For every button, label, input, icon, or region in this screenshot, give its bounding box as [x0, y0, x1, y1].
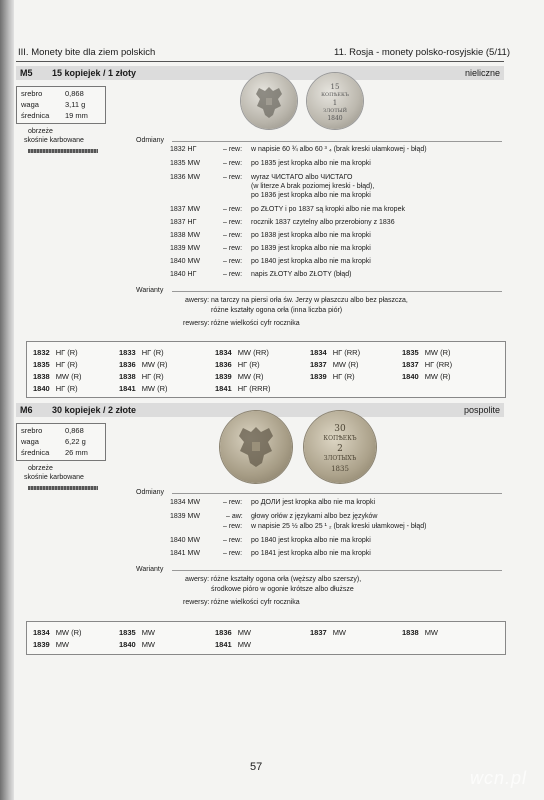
table-cell: 1840 НГ (R)	[33, 384, 78, 393]
m5-odmiany-rule	[172, 141, 502, 142]
table-cell: 1839 НГ (R)	[310, 372, 355, 381]
m6-title: 30 kopiejek / 2 złote	[52, 405, 137, 415]
table-cell: 1837 MW	[310, 628, 347, 637]
table-cell: 1837 НГ (RR)	[402, 360, 453, 369]
variant-text: po ДОЛИ jest kropka albo nie ma kropki	[251, 499, 376, 506]
variant-year: 1839 MW	[170, 513, 200, 520]
variant-kind: – rew:	[223, 160, 243, 167]
watermark: wcn.pl	[470, 768, 528, 788]
coin-text: 1840	[327, 115, 343, 122]
table-cell: 1841 НГ (RRR)	[215, 384, 271, 393]
table-cell: 1841 MW	[215, 640, 252, 649]
variant-kind: – rew:	[223, 258, 243, 265]
variant-kind: – rew:	[223, 245, 243, 252]
table-cell: 1832 НГ (R)	[33, 348, 78, 357]
variant-year: 1837 MW	[170, 206, 200, 213]
variant-text: napis ZŁOTY albo ZŁOTY (błąd)	[251, 271, 352, 278]
coin-text: ЗЛОТЫЙ	[322, 108, 347, 114]
variant-year: 1832 НГ	[170, 146, 197, 153]
m5-rarity: nieliczne	[464, 68, 500, 78]
coin-text: 30	[334, 424, 346, 434]
table-cell: 1837 MW (R)	[310, 360, 359, 369]
table-cell: 1834 НГ (RR)	[310, 348, 361, 357]
table-cell: 1841 MW (R)	[119, 384, 168, 393]
m5-spec-box	[16, 86, 106, 124]
warianty-text: na tarczy na piersi orła św. Jerzy w płaszczu albo bez płaszcza,	[211, 297, 408, 304]
m6-obverse-coin-image	[220, 411, 292, 483]
variant-year: 1835 MW	[170, 160, 200, 167]
warianty-key: awersy:	[185, 297, 210, 304]
variant-year: 1839 MW	[170, 245, 200, 252]
m6-warianty-rule	[172, 570, 502, 571]
table-cell: 1835 НГ (R)	[33, 360, 78, 369]
m5-edge-label: obrzeże	[28, 128, 53, 135]
double-headed-eagle-icon	[220, 411, 292, 483]
page-number: 57	[250, 761, 263, 773]
spec-value: 3,11 g	[65, 100, 86, 109]
m5-code: M5	[20, 68, 33, 78]
table-cell: 1835 MW	[119, 628, 156, 637]
table-cell: 1836 НГ (R)	[215, 360, 260, 369]
spec-label: srebro	[21, 89, 43, 98]
variant-year: 1840 НГ	[170, 271, 197, 278]
variant-kind: – aw:	[226, 513, 243, 520]
warianty-text: różne wielkości cyfr rocznika	[211, 320, 300, 327]
variant-text: po 1840 jest kropka albo nie ma kropki	[251, 537, 371, 544]
variant-kind: – rew:	[223, 174, 243, 181]
variant-year: 1837 НГ	[170, 219, 197, 226]
variant-kind: – rew:	[223, 499, 243, 506]
table-cell: 1838 MW (R)	[33, 372, 82, 381]
variant-text: po 1838 jest kropka albo nie ma kropki	[251, 232, 371, 239]
m6-odmiany-label: Odmiany	[136, 489, 165, 496]
spec-label: średnica	[21, 111, 50, 120]
table-cell: 1838 НГ (R)	[119, 372, 164, 381]
table-cell: 1838 MW	[402, 628, 439, 637]
spec-value: 26 mm	[65, 448, 88, 457]
m6-edge-label: obrzeże	[28, 465, 53, 472]
warianty-text: różne kształty ogona orła (węższy albo szerszy),	[211, 576, 362, 583]
variant-kind: – rew:	[223, 271, 243, 278]
warianty-text: środkowe pióro w ogonie krótsze albo dłuższe	[211, 586, 354, 593]
m5-rarity-table	[26, 341, 506, 398]
variant-year: 1841 MW	[170, 550, 200, 557]
warianty-key: rewersy:	[183, 320, 210, 327]
variant-text: po 1835 jest kropka albo nie ma kropki	[251, 160, 371, 167]
m6-edge-desc: skośnie karbowane	[24, 474, 84, 481]
m6-spec-box	[16, 423, 106, 461]
table-cell: 1839 MW	[33, 640, 70, 649]
variant-text: po 1839 jest kropka albo nie ma kropki	[251, 245, 371, 252]
variant-kind: – rew:	[223, 232, 243, 239]
coin-text: КОПѢЕКЪ	[323, 435, 357, 442]
variant-text: w napisie 25 ½ albo 25 ¹ ₂ (brak kreski ułamkowej - błąd)	[251, 523, 427, 530]
spec-label: średnica	[21, 448, 50, 457]
warianty-text: różne kształty ogona orła (inna liczba piór)	[211, 307, 343, 314]
variant-text: rocznik 1837 czytelny albo przerobiony z 1836	[251, 219, 395, 226]
coin-text: ЗЛОТЫХЪ	[323, 455, 357, 462]
variant-text: wyraz ЧИСТАГО albo ЧИCTAГО	[251, 174, 353, 181]
m5-obverse-coin-image	[241, 73, 297, 129]
variant-year: 1836 MW	[170, 174, 200, 181]
variant-text: po 1836 jest kropka albo nie ma kropki	[251, 192, 371, 199]
header-section-title: III. Monety bite dla ziem polskich	[18, 47, 156, 58]
variant-kind: – rew:	[223, 219, 243, 226]
table-cell: 1840 MW	[119, 640, 156, 649]
table-cell: 1833 НГ (R)	[119, 348, 164, 357]
table-cell: 1834 MW (RR)	[215, 348, 269, 357]
spec-value: 0,868	[65, 426, 84, 435]
spec-label: waga	[21, 437, 39, 446]
variant-text: (w literze A brak poziomej kreski - błąd),	[251, 183, 375, 190]
coin-text: КОПѢЕКЪ	[321, 92, 349, 98]
variant-year: 1838 MW	[170, 232, 200, 239]
spec-label: srebro	[21, 426, 43, 435]
warianty-text: różne wielkości cyfr rocznika	[211, 599, 300, 606]
variant-text: w napisie 60 ¾ albo 60 ³ ₄ (brak kreski ułamkowej - błąd)	[251, 146, 427, 153]
m5-title: 15 kopiejek / 1 złoty	[52, 68, 137, 78]
spec-value: 0,868	[65, 89, 84, 98]
table-cell: 1840 MW (R)	[402, 372, 451, 381]
table-cell: 1836 MW (R)	[119, 360, 168, 369]
variant-text: po 1841 jest kropka albo nie ma kropki	[251, 550, 371, 557]
m6-warianty-label: Warianty	[136, 566, 164, 573]
spec-value: 19 mm	[65, 111, 88, 120]
variant-kind: – rew:	[223, 537, 243, 544]
header-chapter-title: 11. Rosja - monety polsko-rosyjskie (5/11)	[334, 47, 510, 58]
variant-kind: – rew:	[223, 206, 243, 213]
m6-reverse-coin-image	[304, 411, 376, 483]
variant-text: głowy orłów z językami albo bez języków	[251, 513, 378, 520]
m6-edge-pattern	[28, 486, 98, 490]
variant-text: po ZŁOTY i po 1837 są kropki albo nie ma kropek	[251, 206, 405, 213]
table-cell: 1836 MW	[215, 628, 252, 637]
header-rule	[16, 61, 504, 62]
spec-value: 6,22 g	[65, 437, 86, 446]
variant-kind: – rew:	[223, 550, 243, 557]
m5-odmiany-label: Odmiany	[136, 137, 165, 144]
m6-rarity-table	[26, 621, 506, 655]
m5-reverse-coin-image	[307, 73, 363, 129]
coin-text: 1835	[331, 465, 349, 473]
coin-text: 2	[337, 444, 343, 454]
warianty-key: rewersy:	[183, 599, 210, 606]
coin-text: 15	[330, 83, 340, 91]
book-spine-shadow	[0, 0, 14, 800]
table-cell: 1839 MW (R)	[215, 372, 264, 381]
variant-year: 1834 MW	[170, 499, 200, 506]
variant-kind: – rew:	[223, 523, 243, 530]
spec-label: waga	[21, 100, 39, 109]
m5-edge-desc: skośnie karbowane	[24, 137, 84, 144]
warianty-key: awersy:	[185, 576, 210, 583]
m5-warianty-label: Warianty	[136, 287, 164, 294]
variant-year: 1840 MW	[170, 258, 200, 265]
variant-kind: – rew:	[223, 146, 243, 153]
variant-year: 1840 MW	[170, 537, 200, 544]
m6-code: M6	[20, 405, 33, 415]
m6-rarity: pospolite	[463, 405, 500, 415]
table-cell: 1834 MW (R)	[33, 628, 82, 637]
m5-warianty-rule	[172, 291, 502, 292]
m6-odmiany-rule	[172, 493, 502, 494]
double-headed-eagle-icon	[241, 73, 297, 129]
m5-edge-pattern	[28, 149, 98, 153]
page	[14, 0, 544, 800]
coin-text: 1	[332, 99, 338, 107]
table-cell: 1835 MW (R)	[402, 348, 451, 357]
variant-text: po 1840 jest kropka albo nie ma kropki	[251, 258, 371, 265]
